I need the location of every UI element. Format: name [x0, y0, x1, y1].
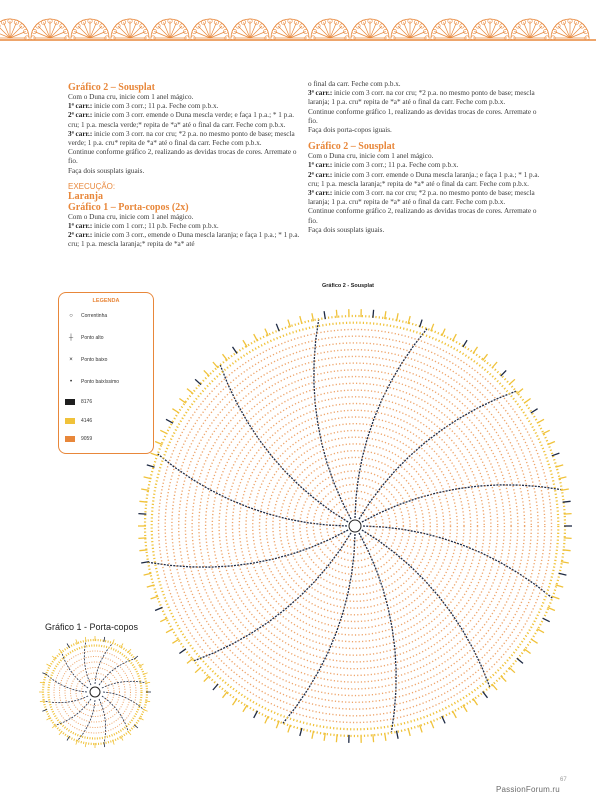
paragraph: Com o Duna cru, inicie com 1 anel mágico.: [308, 152, 434, 161]
edge-stitch: [420, 320, 423, 328]
edge-stitch: [143, 673, 148, 675]
paragraph: Faça dois sousplats iguais.: [68, 166, 145, 175]
edge-stitch: [564, 514, 572, 515]
paragraph: [68, 130, 304, 148]
section-title: Gráfico 2 – Sousplat: [68, 82, 155, 93]
edge-stitch: [373, 734, 374, 742]
edge-stitch: [509, 379, 515, 384]
legend-item-double-crochet: [65, 333, 104, 343]
instructions-right-column: [308, 80, 544, 235]
paragraph: [68, 222, 304, 231]
row-text: inicie com 3 corr. na cor cru; *2 p.a. no mesmo ponto de base; mescla laranja; 1 p.a. cru* repita de *a* até o final da carr. Feche com p.b.x.: [308, 189, 535, 207]
spoke: [362, 485, 562, 522]
edge-stitch: [473, 347, 478, 354]
paragraph: [308, 189, 544, 207]
row-label: 3ª carr.:: [308, 89, 333, 98]
edge-stitch: [145, 701, 150, 702]
legend-label: Ponto baixíssimo: [81, 379, 120, 385]
stitch-ring: [313, 484, 396, 567]
edge-stitch: [104, 637, 105, 642]
row-text: inicie com 3 corr., emende o Duna mescla laranja; e faça 1 p.a.; * 1 p.a. cru; 1 p.a. mescla laranja;* repita de *a* até: [68, 231, 300, 249]
legend-swatch-yellow: [65, 416, 92, 426]
section-title: Gráfico 2 – Sousplat: [308, 141, 395, 153]
edge-stitch: [492, 684, 497, 690]
stitch-ring: [65, 662, 125, 722]
edge-stitch: [531, 639, 538, 643]
legend-label: Ponto baixo: [81, 357, 108, 363]
legend-swatch-dark: [65, 397, 92, 407]
paragraph: Com o Duna cru, inicie com 1 anel mágico.: [68, 93, 194, 101]
edge-stitch: [563, 501, 571, 502]
edge-stitch: [233, 699, 238, 706]
watermark: PassionForum.ru: [496, 785, 560, 794]
edge-stitch: [501, 370, 507, 376]
color-swatch: [65, 436, 75, 442]
color-subtitle: Laranja: [68, 190, 103, 202]
stitch-ring: [71, 668, 120, 717]
stitch-ring: [300, 471, 410, 581]
edge-stitch: [431, 721, 434, 728]
row-text: inicie com 3 corr. emende o Duna mescla verde; e faça 1 p.a.; * 1 p.a. cru; 1 p.a. mescla verde;* repita de *a* até o final da carr. Feche com p.b.x.: [68, 111, 295, 129]
edge-stitch: [473, 699, 478, 706]
edge-stitch: [517, 658, 523, 663]
edge-stitch: [204, 676, 210, 682]
stitch-rings: [145, 316, 565, 736]
stitch-ring: [307, 478, 404, 575]
edge-stitch: [155, 607, 162, 610]
decorative-lace-border: [0, 0, 596, 50]
row-label: 2ª carr.:: [308, 170, 333, 179]
row-text: inicie com 3 corr. emende o Duna mescla laranja.; e faça 1 p.a.; * 1 p.a. cru; 1 p.a. mescla laranja;* repita de *a* até o final da carr. Feche com p.b.x.: [308, 170, 540, 188]
lace-motif: [271, 19, 309, 40]
spoke: [103, 692, 144, 710]
edge-stitch: [397, 313, 399, 321]
stitch-ring: [320, 491, 390, 561]
swatch-code: 9059: [81, 436, 93, 442]
row-label: 1ª carr.:: [68, 222, 93, 231]
section-title: Gráfico 1 – Porta-copos (2x): [68, 201, 189, 213]
edge-stitch: [85, 742, 86, 747]
edge-stitch: [559, 477, 567, 479]
paragraph: Faça dois porta-copos iguais.: [308, 126, 392, 135]
lace-motif: [351, 19, 389, 40]
lace-motif: [191, 19, 229, 40]
stitch-ring: [327, 498, 383, 554]
stitch-ring: [159, 330, 552, 723]
edge-stitch: [144, 477, 152, 479]
spoke: [359, 391, 516, 519]
stitch-ring: [206, 377, 505, 676]
single-crochet-icon: ×: [69, 357, 73, 363]
edge-stitch: [139, 550, 147, 551]
edge-stitch: [408, 728, 410, 736]
paragraph: Faça dois sousplats iguais.: [308, 225, 385, 234]
color-swatch: [65, 418, 75, 424]
edge-stitch: [179, 649, 186, 654]
edge-stitch: [85, 637, 86, 642]
edge-stitch: [509, 667, 515, 672]
row-text: inicie com 3 corr.; 11 p.a. Feche com p.b.x.: [332, 161, 459, 170]
lace-motif: [511, 19, 549, 40]
stitch-ring: [43, 640, 147, 744]
edge-stitch: [385, 733, 386, 741]
edge-stitch: [524, 649, 531, 654]
edge-stitch: [187, 658, 193, 663]
stitch-ring: [293, 464, 417, 588]
edge-stitch: [517, 389, 523, 394]
edge-stitch: [187, 389, 193, 394]
paragraph: [68, 111, 304, 129]
lace-motif: [551, 19, 589, 40]
edge-stitch: [145, 682, 150, 683]
stitch-ring: [233, 404, 478, 649]
edge-stitch: [537, 419, 544, 423]
spoke: [77, 700, 95, 741]
magic-ring: [90, 687, 100, 697]
edge-stitch: [548, 442, 555, 445]
legend-label: Correntinha: [81, 313, 108, 319]
stitch-ring: [185, 356, 524, 695]
paragraph: Com o Duna cru, inicie com 1 anel mágico.: [68, 212, 194, 221]
row-text: inicie com 3 corr. na cor cru; *2 p.a. no mesmo ponto de base; mescla verde; 1 p.a. cru* repita de *a* até o final da carr. Feche com p.b.x.: [68, 129, 295, 148]
legend-item-chain: [65, 311, 107, 321]
paragraph: [68, 102, 304, 111]
paragraph: Continue conforme gráfico 2, realizando as devidas trocas de cores. Arremate o fio.: [68, 148, 297, 166]
edge-stitch: [373, 310, 374, 318]
stitch-ring: [49, 646, 142, 739]
edge-stitch: [138, 514, 146, 515]
spokes: [148, 319, 562, 733]
stitch-ring: [246, 417, 464, 635]
legend-label: Ponto alto: [81, 335, 104, 341]
edge-stitch: [552, 596, 560, 599]
paragraph: [68, 231, 304, 249]
edge-stitch: [59, 731, 62, 735]
paragraph: [308, 161, 544, 170]
edge-stitch: [139, 501, 147, 502]
spoke: [102, 696, 128, 732]
stitch-ring: [179, 350, 532, 703]
edge-stitch: [501, 676, 507, 682]
spoke: [148, 530, 348, 567]
edge-stitch: [143, 709, 148, 711]
stitch-ring: [172, 343, 538, 709]
edge-stitch: [104, 742, 105, 747]
lace-motif: [471, 19, 509, 40]
edge-stitch: [312, 731, 314, 739]
row-text: inicie com 1 corr.; 11 p.b. Feche com p.b.x.: [92, 222, 219, 231]
edge-stitch: [42, 673, 47, 675]
edge-stitch: [483, 354, 488, 360]
instructions-left-column: [68, 80, 304, 250]
lace-motif: [311, 19, 349, 40]
edge-stitch: [254, 334, 258, 341]
coaster-crochet-chart: [30, 630, 160, 750]
edge-stitch: [276, 324, 279, 331]
edge-stitch: [144, 573, 152, 575]
stitch-ring: [280, 451, 431, 602]
chain-stitch-icon: ○: [69, 313, 73, 319]
stitch-ring: [212, 383, 497, 668]
legend-item-single-crochet: [65, 355, 107, 365]
edge-stitch: [543, 618, 550, 622]
edge-stitch: [160, 430, 167, 434]
paragraph: Continue conforme gráfico 1, realizando as devidas trocas de cores. Arremate o fio.: [308, 107, 537, 125]
lace-motif: [71, 19, 109, 40]
spoke: [194, 533, 351, 661]
stitch-ring: [165, 336, 545, 716]
row-text: inicie com 3 corr. na cor cru; *2 p.a. no mesmo ponto de base; mescla laranja; 1 p.a. cru* repita de *a* até o final da carr. Feche com p.b.x.: [308, 89, 535, 107]
legend-title: LEGENDA: [92, 298, 120, 304]
spoke: [158, 454, 347, 526]
row-text: inicie com 3 corr.; 11 p.a. Feche com p.b.x.: [92, 102, 219, 111]
stitch-ring: [340, 511, 369, 540]
lace-motif: [231, 19, 269, 40]
outer-edge: [39, 636, 151, 748]
sousplat-crochet-chart: [130, 290, 580, 750]
edge-stitch: [128, 731, 131, 735]
chart1-title: Gráfico 1 - Porta-copos: [45, 622, 139, 632]
stitch-ring: [273, 444, 437, 608]
stitch-rings: [43, 640, 147, 744]
edge-stitch: [141, 489, 149, 490]
color-swatch: [65, 399, 75, 405]
edge-stitch: [453, 711, 457, 718]
edge-stitch: [564, 538, 572, 539]
edge-stitch: [483, 692, 488, 698]
edge-stitch: [138, 538, 146, 539]
edge-stitch: [300, 316, 302, 324]
edge-stitch: [492, 362, 497, 368]
row-label: 3ª carr.:: [308, 189, 333, 198]
paragraph: [308, 89, 544, 107]
lace-motif: [151, 19, 189, 40]
edge-stitch: [265, 716, 268, 723]
legend-item-slip-stitch: [65, 377, 119, 387]
edge-stitch: [223, 692, 228, 698]
edge-stitch: [524, 399, 531, 404]
swatch-code: 8176: [81, 399, 93, 405]
row-label: 3ª carr.:: [68, 129, 93, 138]
row-label: 1ª carr.:: [68, 102, 93, 111]
edge-stitch: [463, 340, 467, 347]
legend-swatch-orange: [65, 434, 92, 444]
edge-stitch: [195, 667, 201, 672]
row-label: 2ª carr.:: [68, 111, 93, 120]
paragraph: Continue conforme gráfico 2, realizando as devidas trocas de cores. Arremate o fio.: [308, 207, 537, 225]
edge-stitch: [233, 347, 238, 354]
stitch-ring: [239, 410, 470, 641]
lace-motif: [111, 19, 149, 40]
slip-stitch-icon: •: [69, 379, 73, 385]
lace-motif: [31, 19, 69, 40]
lace-motif: [0, 19, 29, 40]
paragraph: o final da carr. Feche com p.b.x.: [308, 80, 401, 88]
swatch-code: 4146: [81, 418, 93, 424]
edge-stitch: [543, 430, 550, 434]
edge-stitch: [336, 310, 337, 318]
paragraph: [308, 171, 544, 189]
edge-stitch: [166, 629, 173, 633]
spoke: [359, 533, 396, 733]
edge-stitch: [336, 734, 337, 742]
edge-stitch: [172, 409, 179, 413]
edge-stitch: [324, 311, 325, 319]
edge-stitch: [204, 370, 210, 376]
row-label: 2ª carr.:: [68, 231, 93, 240]
edge-stitch: [151, 453, 159, 456]
stitch-ring: [145, 316, 565, 736]
stitch-ring: [260, 431, 451, 622]
outer-edge: [138, 309, 572, 743]
stitch-ring: [192, 363, 518, 689]
edge-stitch: [195, 379, 201, 384]
execution-label: EXECUÇÃO:: [68, 181, 116, 191]
edge-stitch: [563, 550, 571, 551]
edge-stitch: [559, 573, 567, 575]
edge-stitch: [561, 562, 569, 563]
edge-stitch: [213, 684, 218, 690]
double-crochet-icon: ┼: [68, 335, 74, 341]
stitch-ring: [253, 424, 458, 629]
chart2-title: Gráfico 2 - Sousplat: [322, 283, 374, 289]
row-label: 1ª carr.:: [308, 161, 333, 170]
edge-stitch: [442, 329, 445, 336]
lace-motif: [431, 19, 469, 40]
edge-stitch: [179, 399, 186, 404]
edge-stitch: [243, 705, 247, 712]
edge-stitch: [160, 618, 167, 622]
edge-stitch: [223, 354, 228, 360]
stitch-ring: [226, 397, 484, 655]
edge-stitch: [213, 362, 218, 368]
spoke: [84, 641, 91, 685]
edge-stitch: [288, 725, 291, 733]
edge-stitch: [42, 709, 47, 711]
lace-motif: [391, 19, 429, 40]
page-number: 67: [560, 777, 567, 783]
magic-ring: [349, 520, 361, 532]
edge-stitch: [47, 664, 51, 667]
